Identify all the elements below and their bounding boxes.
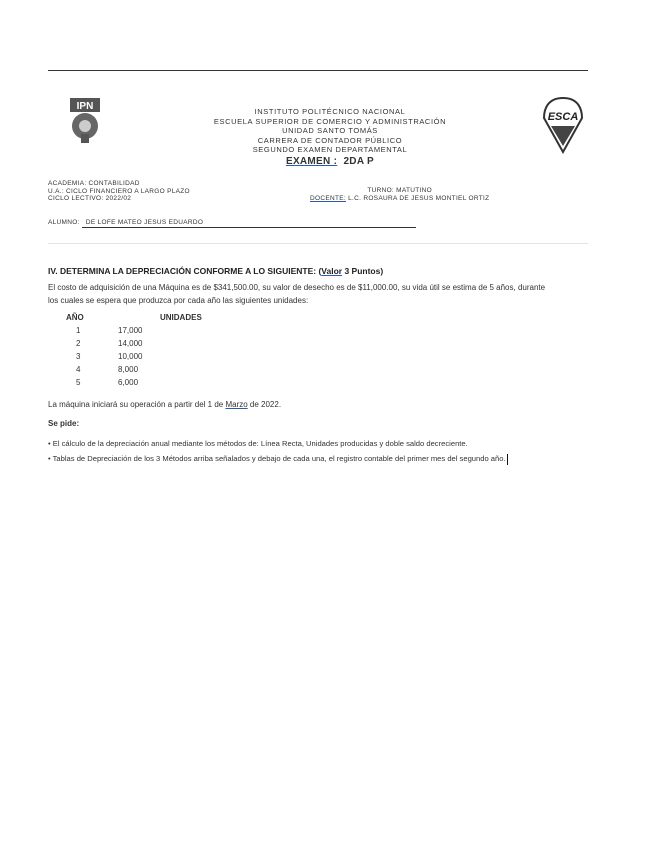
separator [48,243,588,244]
exam-title: EXAMEN : 2DA P [285,155,375,167]
student-name: DE LOFE MATEO JESUS EDUARDO [82,219,416,228]
units-table: AÑO UNIDADES 1 17,000 2 14,000 3 10,000 4 8,000 5 6,000 [66,313,202,387]
svg-text:ESCA: ESCA [547,111,579,123]
student-line: ALUMNO: DE LOFE MATEO JESUS EDUARDO [48,219,416,228]
header-line: CARRERA DE CONTADOR PÚBLICO [257,135,403,145]
start-date: La máquina iniciará su operación a partir del 1 de Marzo de 2022. [48,400,282,409]
institution-header [180,107,480,166]
top-rule [48,70,588,71]
se-pide-label: Se pide: [48,419,80,428]
list-item: • Tablas de Depreciación de los 3 Métodos arriba señalados y debajo de cada una, el registro contable del primer mes del segundo año. [48,451,508,466]
course-info: ACADEMIA: CONTABILIDAD U.A.: CICLO FINANCIERO A LARGO PLAZO CICLO LECTIVO: 2022/02 [48,180,190,202]
header-line: INSTITUTO POLITÉCNICO NACIONAL [254,107,406,116]
text-cursor [507,454,509,465]
teacher-info: TURNO: MATUTINO DOCENTE: L.C. ROSAURA DE JESUS MONTIEL ORTIZ [310,187,490,202]
problem-statement: El costo de adquisición de una Máquina es de $341,500.00, su valor de desecho es de $11,000.00, su vida útil se estima de 5 años, durante los cuales se espera que produzca por cada año las siguientes unidades: [48,283,546,305]
section-title: IV. DETERMINA LA DEPRECIACIÓN CONFORME A LO SIGUIENTE: (Valor 3 Puntos) [48,266,384,276]
header-line: SEGUNDO EXAMEN DEPARTAMENTAL [252,145,408,154]
header-line: ESCUELA SUPERIOR DE COMERCIO Y ADMINISTRACIÓN [213,116,447,126]
svg-text:IPN: IPN [76,101,94,112]
esca-logo-icon [543,96,583,154]
header-line: UNIDAD SANTO TOMÁS [282,126,378,135]
requirements-list [48,436,508,466]
ipn-logo-icon [66,96,104,144]
list-item: • El cálculo de la depreciación anual mediante los métodos de: Línea Recta, Unidades producidas y doble saldo decreciente. [48,439,468,448]
